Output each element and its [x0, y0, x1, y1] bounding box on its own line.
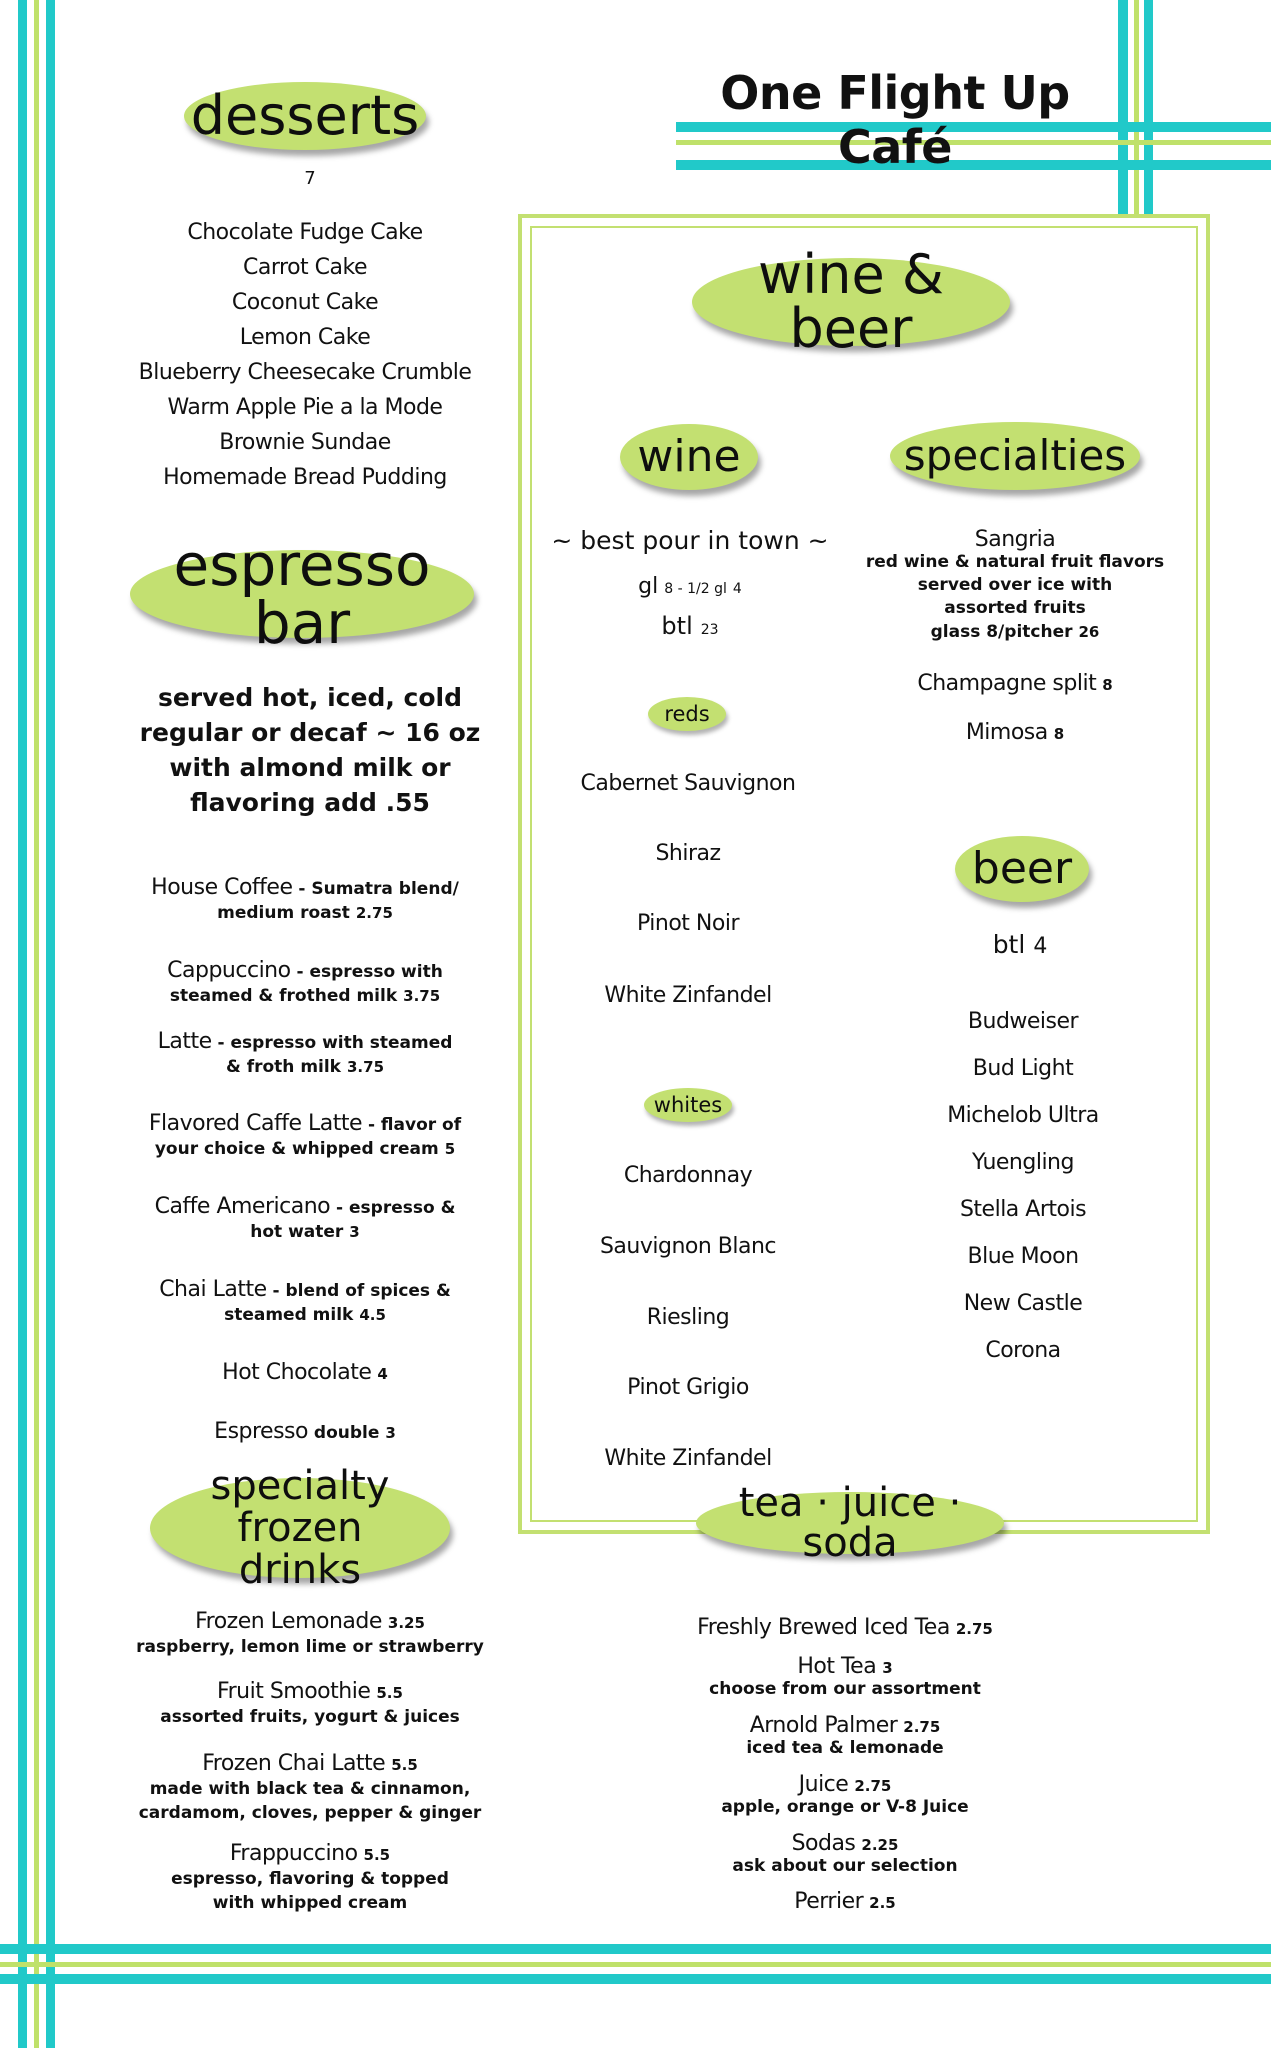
- tea-item-iced-tea: Freshly Brewed Iced Tea 2.75: [697, 1615, 993, 1640]
- frozen-item-frappuccino: Frappuccino 5.5 espresso, flavoring & topped with whipped cream: [171, 1841, 449, 1913]
- desserts-price: 7: [304, 168, 316, 189]
- espresso-item-flavored-caffe-latte: Flavored Caffe Latte - flavor of your choice & whipped cream 5: [148, 1111, 462, 1159]
- wine-glass-prices: gl 8 - 1/2 gl 4: [638, 574, 742, 599]
- espresso-item-latte: Latte - espresso with steamed & froth milk 3.75: [157, 1029, 453, 1077]
- red-wine-item: Cabernet Sauvignon: [580, 771, 796, 796]
- list-item: Coconut Cake: [231, 290, 379, 315]
- espresso-item-chai-latte: Chai Latte - blend of spices & steamed milk 4.5: [159, 1277, 451, 1325]
- frozen-item-lemonade: Frozen Lemonade 3.25 raspberry, lemon lime or strawberry: [136, 1609, 484, 1657]
- red-wine-item: Shiraz: [655, 841, 721, 866]
- wine-heading: wine: [620, 424, 758, 490]
- list-item: Lemon Cake: [239, 325, 371, 350]
- list-item: Blue Moon: [967, 1244, 1079, 1269]
- list-item: Warm Apple Pie a la Mode: [167, 395, 443, 420]
- list-item: Budweiser: [967, 1009, 1079, 1034]
- whites-heading: whites: [644, 1088, 732, 1122]
- tea-item-arnold-palmer: Arnold Palmer 2.75 iced tea & lemonade: [746, 1713, 944, 1758]
- espresso-intro: served hot, iced, cold regular or decaf ~ 16 oz with almond milk or flavoring add .55: [139, 683, 481, 817]
- white-wine-item: Pinot Grigio: [627, 1375, 749, 1400]
- white-wine-item: Chardonnay: [623, 1163, 753, 1188]
- white-wine-item: Riesling: [646, 1305, 730, 1330]
- tea-item-hot-tea: Hot Tea 3 choose from our assortment: [709, 1654, 981, 1699]
- espresso-item-espresso: Espresso double 3: [214, 1419, 396, 1444]
- desserts-heading: desserts: [184, 82, 426, 150]
- espresso-item-caffe-americano: Caffe Americano - espresso & hot water 3: [154, 1194, 456, 1242]
- espresso-item-hot-chocolate: Hot Chocolate 4: [222, 1360, 388, 1385]
- bottom-band-2: [0, 1962, 1271, 1967]
- frozen-item-chai-latte: Frozen Chai Latte 5.5 made with black tea & cinnamon, cardamom, cloves, pepper & ginger: [138, 1751, 482, 1823]
- wine-bottle-price: btl 23: [661, 612, 719, 640]
- sangria-item: Sangria red wine & natural fruit flavors served over ice with assorted fruits glass 8/pitcher 26: [865, 527, 1165, 642]
- wine-tagline: ~ best pour in town ~: [551, 526, 829, 555]
- tea-item-perrier: Perrier 2.5: [794, 1889, 896, 1914]
- frozen-item-smoothie: Fruit Smoothie 5.5 assorted fruits, yogurt & juices: [160, 1679, 460, 1727]
- list-item: Blueberry Cheesecake Crumble: [138, 360, 472, 385]
- bottom-band-3: [0, 1974, 1271, 1984]
- wine-beer-heading: wine & beer: [692, 258, 1010, 346]
- list-item: Corona: [985, 1338, 1061, 1363]
- list-item: Stella Artois: [959, 1197, 1087, 1222]
- list-item: Chocolate Fudge Cake: [187, 220, 423, 245]
- left-stripe-lime: [34, 0, 39, 2048]
- beer-bottle-price: btl 4: [992, 930, 1048, 959]
- tea-item-juice: Juice 2.75 apple, orange or V-8 Juice: [721, 1772, 969, 1817]
- right-stripe-inner: [1144, 0, 1153, 215]
- frozen-heading: specialty frozen drinks: [150, 1478, 450, 1578]
- list-item: Homemade Bread Pudding: [163, 465, 447, 490]
- list-item: Carrot Cake: [243, 255, 367, 280]
- tea-heading: tea · juice · soda: [696, 1492, 1004, 1554]
- list-item: Bud Light: [972, 1056, 1074, 1081]
- left-stripe-outer: [18, 0, 27, 2048]
- espresso-item-cappuccino: Cappuccino - espresso with steamed & frothed milk 3.75: [167, 958, 443, 1006]
- champagne-item: Champagne split 8: [917, 671, 1113, 696]
- white-wine-item: Sauvignon Blanc: [599, 1234, 777, 1259]
- page-title: One Flight Up Café: [720, 66, 1070, 174]
- left-stripe-inner: [46, 0, 55, 2048]
- white-wine-item: White Zinfandel: [604, 1446, 772, 1471]
- espresso-heading: espresso bar: [130, 550, 474, 638]
- espresso-item-house-coffee: House Coffee - Sumatra blend/ medium roast 2.75: [151, 875, 459, 923]
- specialties-heading: specialties: [890, 422, 1140, 490]
- bottom-band-1: [0, 1944, 1271, 1954]
- red-wine-item: White Zinfandel: [604, 983, 772, 1008]
- right-stripe-lime: [1134, 0, 1139, 215]
- red-wine-item: Pinot Noir: [637, 911, 739, 936]
- beer-list: [900, 998, 1146, 1374]
- list-item: Yuengling: [972, 1150, 1074, 1175]
- desserts-list: [90, 215, 520, 495]
- mimosa-item: Mimosa 8: [965, 720, 1065, 745]
- reds-heading: reds: [648, 697, 726, 731]
- list-item: New Castle: [963, 1291, 1083, 1316]
- list-item: Michelob Ultra: [947, 1103, 1099, 1128]
- beer-heading: beer: [955, 836, 1089, 902]
- tea-item-sodas: Sodas 2.25 ask about our selection: [732, 1831, 958, 1876]
- list-item: Brownie Sundae: [219, 430, 391, 455]
